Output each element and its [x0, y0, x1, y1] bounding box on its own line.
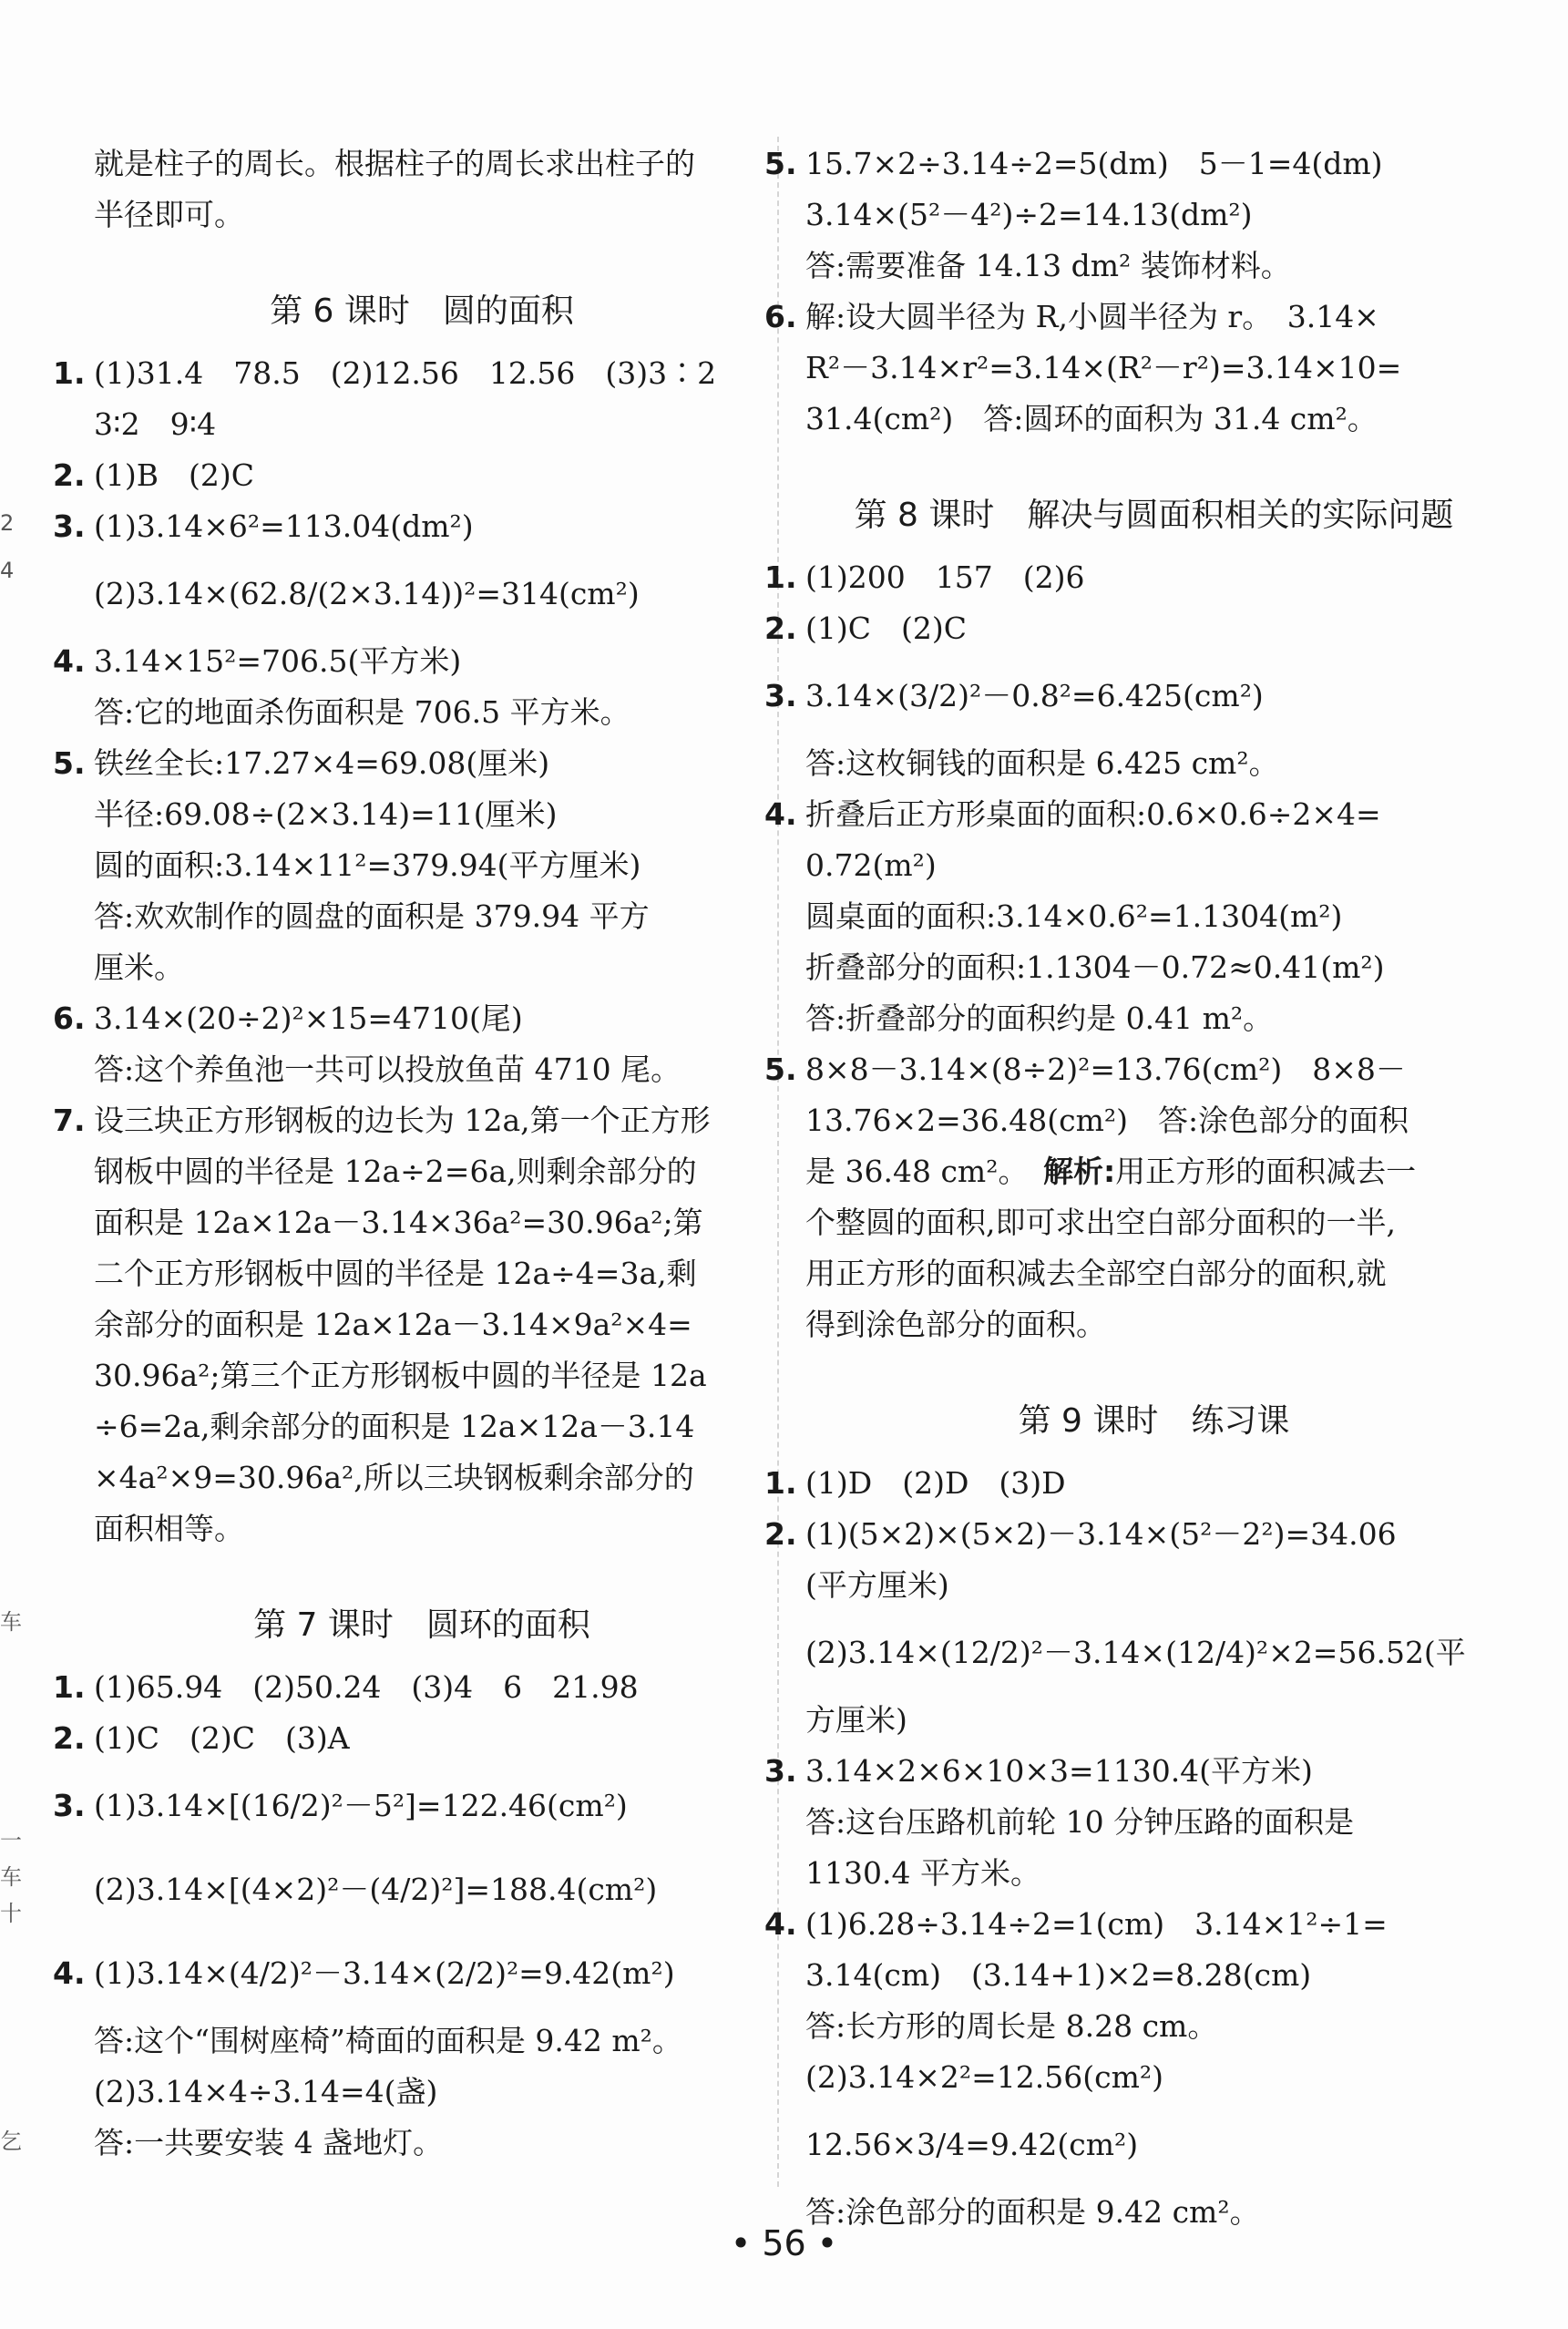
- right-column: [764, 139, 1502, 2238]
- answer-text: 厘米。: [94, 949, 184, 985]
- answer-text: 12.56×3/4=9.42(cm²): [805, 2127, 1139, 2162]
- answer-line: [53, 1764, 750, 1848]
- answer-line: [764, 603, 1502, 654]
- answer-line: [805, 942, 1502, 993]
- answer-text: (1)D (2)D (3)D: [805, 1465, 1066, 1501]
- answer-line: [764, 1044, 1502, 1095]
- question-number: 5.: [53, 745, 86, 781]
- answer-text: 余部分的面积是 12a×12a－3.14×9a²×4=: [94, 1307, 692, 1342]
- question-number: 3.: [764, 678, 797, 713]
- question-number: 5.: [764, 146, 797, 181]
- question-number: 2.: [764, 1516, 797, 1552]
- question-number: 1.: [764, 559, 797, 595]
- answer-line: [94, 1848, 750, 1932]
- answer-line: [53, 1932, 750, 2016]
- answer-line: [53, 993, 750, 1044]
- page-number: • 56 •: [730, 2223, 838, 2263]
- answer-line: [94, 1248, 750, 1299]
- question-number: 1.: [53, 355, 86, 391]
- edge-mark: 十: [0, 1901, 22, 1926]
- answer-text: (2)3.14×2²=12.56(cm²): [805, 2059, 1163, 2095]
- question-number: 4.: [764, 1906, 797, 1942]
- answer-line: [53, 348, 750, 399]
- answer-line: [805, 190, 1502, 241]
- answer-line: [94, 552, 750, 636]
- answer-text: 得到涂色部分的面积。: [805, 1307, 1106, 1342]
- answer-text: (1)31.4 78.5 (2)12.56 12.56 (3)3∶2: [94, 355, 717, 391]
- answer-line: [53, 738, 750, 789]
- answer-line: [805, 2052, 1502, 2103]
- question-number: 1.: [764, 1465, 797, 1501]
- answer-text: 铁丝全长:17.27×4=69.08(厘米): [94, 745, 550, 781]
- answer-text: (1)C (2)C: [805, 610, 967, 646]
- answer-text: (1)200 157 (2)6: [805, 559, 1085, 595]
- answer-text: 答:一共要安装 4 盏地灯。: [94, 2125, 444, 2160]
- question-number: 7.: [53, 1103, 86, 1138]
- question-number: 3.: [53, 1788, 86, 1823]
- answer-line: [94, 2016, 750, 2067]
- answer-text: ×4a²×9=30.96a²,所以三块钢板剩余部分的: [94, 1460, 694, 1495]
- answer-text: 圆的面积:3.14×11²=379.94(平方厘米): [94, 847, 641, 883]
- answer-line: [805, 343, 1502, 394]
- section-gap: [94, 1554, 750, 1589]
- answer-line: [764, 292, 1502, 343]
- answer-text: (1)B (2)C: [94, 457, 254, 493]
- answer-text: 方厘米): [805, 1702, 907, 1738]
- answer-text: (1)3.14×6²=113.04(dm²): [94, 508, 474, 544]
- answer-text: 3.14×2×6×10×3=1130.4(平方米): [805, 1753, 1313, 1789]
- section-gap: [805, 445, 1502, 479]
- answer-text: 半径即可。: [94, 197, 244, 232]
- answer-line: [764, 1899, 1502, 1950]
- answer-line: [805, 1560, 1502, 1611]
- answer-line: [94, 1350, 750, 1401]
- answer-text: 3.14×15²=706.5(平方米): [94, 643, 462, 679]
- answer-line: [53, 1662, 750, 1713]
- answer-text: 折叠后正方形桌面的面积:0.6×0.6÷2×4=: [805, 796, 1381, 832]
- question-number: 4.: [53, 643, 86, 679]
- answer-line: [94, 2067, 750, 2118]
- answer-line: [94, 840, 750, 891]
- lesson-heading: 第 7 课时 圆环的面积: [253, 1606, 590, 1644]
- answer-line: [764, 552, 1502, 603]
- answer-text: 答:涂色部分的面积是 9.42 cm²。: [805, 2194, 1260, 2230]
- answer-line: [53, 450, 750, 501]
- answer-line: [94, 789, 750, 840]
- answer-text: (平方厘米): [805, 1567, 949, 1603]
- answer-text: 3.14(cm) (3.14+1)×2=8.28(cm): [805, 1957, 1312, 1993]
- answer-line: [805, 2103, 1502, 2187]
- answer-line: [94, 1503, 750, 1554]
- answer-line: [805, 1797, 1502, 1848]
- edge-mark: 车: [0, 1609, 22, 1635]
- answer-line: [805, 993, 1502, 1044]
- question-number: 4.: [764, 796, 797, 832]
- answer-line: [805, 1095, 1502, 1146]
- answer-line: [94, 891, 750, 942]
- answer-text: 解:设大圆半径为 R,小圆半径为 r。 3.14×: [805, 299, 1379, 334]
- answer-text: (1)C (2)C (3)A: [94, 1720, 350, 1756]
- answer-line: [805, 1848, 1502, 1899]
- answer-line: [764, 1509, 1502, 1560]
- question-number: 4.: [53, 1955, 86, 1991]
- answer-text: (2)3.14×[(4×2)²－(4/2)²]=188.4(cm²): [94, 1872, 658, 1907]
- answer-text: 8×8－3.14×(8÷2)²=13.76(cm²) 8×8－: [805, 1052, 1406, 1087]
- answer-text: (2)3.14×(62.8/(2×3.14))²=314(cm²): [94, 576, 640, 611]
- answer-text: 1130.4 平方米。: [805, 1855, 1040, 1891]
- left-column: [53, 139, 750, 2169]
- answer-text: (1)3.14×[(16/2)²－5²]=122.46(cm²): [94, 1788, 628, 1823]
- answer-text: 答:折叠部分的面积约是 0.41 m²。: [805, 1000, 1274, 1036]
- lesson-heading: 第 8 课时 解决与圆面积相关的实际问题: [854, 497, 1454, 534]
- answer-line: [94, 1401, 750, 1452]
- lesson-heading: 第 6 课时 圆的面积: [270, 292, 574, 330]
- answer-text: (2)3.14×(12/2)²－3.14×(12/4)²×2=56.52(平: [805, 1635, 1466, 1670]
- question-number: 1.: [53, 1669, 86, 1705]
- edge-mark: 一: [0, 1828, 22, 1853]
- answer-text: 答:这个养鱼池一共可以投放鱼苗 4710 尾。: [94, 1052, 682, 1087]
- answer-line: [94, 1044, 750, 1095]
- answer-line: [805, 738, 1502, 789]
- answer-text: 面积相等。: [94, 1511, 244, 1546]
- answer-line: [805, 394, 1502, 445]
- answer-line: [805, 1299, 1502, 1350]
- answer-text: (1)3.14×(4/2)²－3.14×(2/2)²=9.42(m²): [94, 1955, 675, 1991]
- answer-line: [53, 1095, 750, 1146]
- answer-text: 面积是 12a×12a－3.14×36a²=30.96a²;第: [94, 1205, 703, 1240]
- question-number: 6.: [764, 299, 797, 334]
- lesson-heading: 第 9 课时 练习课: [1018, 1402, 1290, 1440]
- answer-line: [94, 139, 750, 190]
- answer-text: 答:需要准备 14.13 dm² 装饰材料。: [805, 248, 1291, 283]
- answer-line: [53, 636, 750, 687]
- answer-line: [805, 1197, 1502, 1248]
- answer-text: 3.14×(20÷2)²×15=4710(尾): [94, 1000, 523, 1036]
- question-number: 3.: [53, 508, 86, 544]
- answer-text: 用正方形的面积减去全部空白部分的面积,就: [805, 1256, 1387, 1291]
- answer-line: [805, 1950, 1502, 2001]
- answer-text: 钢板中圆的半径是 12a÷2=6a,则剩余部分的: [94, 1154, 697, 1189]
- answer-text: 答:长方形的周长是 8.28 cm。: [805, 2008, 1218, 2044]
- question-number: 5.: [764, 1052, 797, 1087]
- answer-text: 3.14×(5²－4²)÷2=14.13(dm²): [805, 197, 1253, 232]
- question-number: 2.: [53, 1720, 86, 1756]
- answer-text: 15.7×2÷3.14÷2=5(dm) 5－1=4(dm): [805, 146, 1383, 181]
- answer-line: [94, 687, 750, 738]
- answer-line: [805, 1248, 1502, 1299]
- answer-line: [764, 139, 1502, 190]
- answer-line: [805, 2001, 1502, 2052]
- answer-text: 3.14×(3/2)²－0.8²=6.425(cm²): [805, 678, 1264, 713]
- edge-mark: 2: [0, 510, 15, 536]
- question-number: 6.: [53, 1000, 86, 1036]
- answer-text: 答:这枚铜钱的面积是 6.425 cm²。: [805, 745, 1279, 781]
- answer-text: 折叠部分的面积:1.1304－0.72≈0.41(m²): [805, 949, 1385, 985]
- answer-line: [805, 1146, 1502, 1197]
- answer-line: [53, 501, 750, 552]
- answer-line: [94, 2118, 750, 2169]
- answer-text: (1)6.28÷3.14÷2=1(cm) 3.14×1²÷1=: [805, 1906, 1388, 1942]
- answer-line: [94, 399, 750, 450]
- answer-line: [805, 241, 1502, 292]
- answer-text: 答:这个“围树座椅”椅面的面积是 9.42 m²。: [94, 2023, 682, 2058]
- analysis-text: 用正方形的面积减去一: [1115, 1154, 1417, 1189]
- answer-text: 圆桌面的面积:3.14×0.6²=1.1304(m²): [805, 898, 1343, 934]
- answer-line: [94, 942, 750, 993]
- answer-text: 3∶2 9∶4: [94, 406, 217, 442]
- answer-text: 答:它的地面杀伤面积是 706.5 平方米。: [94, 694, 630, 730]
- answer-text: 答:欢欢制作的圆盘的面积是 379.94 平方: [94, 898, 650, 934]
- question-number: 2.: [764, 610, 797, 646]
- edge-mark: 4: [0, 558, 15, 583]
- section-gap: [805, 1350, 1502, 1385]
- answer-text: (1)(5×2)×(5×2)－3.14×(5²－2²)=34.06: [805, 1516, 1397, 1552]
- answer-text: R²－3.14×r²=3.14×(R²－r²)=3.14×10=: [805, 350, 1402, 385]
- answer-line: [94, 1146, 750, 1197]
- edge-mark: 车: [0, 1864, 22, 1890]
- answer-line: [764, 789, 1502, 840]
- answer-text: 二个正方形钢板中圆的半径是 12a÷4=3a,剩: [94, 1256, 697, 1291]
- answer-text: 就是柱子的周长。根据柱子的周长求出柱子的: [94, 146, 695, 181]
- answer-text: (2)3.14×4÷3.14=4(盏): [94, 2074, 438, 2109]
- answer-line: [805, 1611, 1502, 1695]
- answer-text: 31.4(cm²) 答:圆环的面积为 31.4 cm²。: [805, 401, 1378, 436]
- analysis-label: 解析:: [1042, 1154, 1116, 1189]
- answer-text: (1)65.94 (2)50.24 (3)4 6 21.98: [94, 1669, 639, 1705]
- edge-mark: 乞: [0, 2129, 22, 2154]
- answer-line: [805, 840, 1502, 891]
- answer-line: [53, 1713, 750, 1764]
- answer-text: 设三块正方形钢板的边长为 12a,第一个正方形: [94, 1103, 711, 1138]
- answer-line: [94, 190, 750, 241]
- answer-text: 答:这台压路机前轮 10 分钟压路的面积是: [805, 1804, 1355, 1840]
- answer-text: ÷6=2a,剩余部分的面积是 12a×12a－3.14: [94, 1409, 695, 1444]
- question-number: 2.: [53, 457, 86, 493]
- answer-line: [805, 1695, 1502, 1746]
- answer-text: 是 36.48 cm²。: [805, 1154, 1013, 1189]
- answer-text: 半径:69.08÷(2×3.14)=11(厘米): [94, 796, 558, 832]
- answer-line: [805, 891, 1502, 942]
- answer-line: [94, 1197, 750, 1248]
- section-gap: [94, 241, 750, 275]
- column-divider: [777, 137, 779, 2187]
- answer-line: [764, 654, 1502, 738]
- answer-line: [94, 1299, 750, 1350]
- answer-text: 0.72(m²): [805, 847, 937, 883]
- question-number: 3.: [764, 1753, 797, 1789]
- answer-text: 13.76×2=36.48(cm²) 答:涂色部分的面积: [805, 1103, 1409, 1138]
- answer-text: 个整圆的面积,即可求出空白部分面积的一半,: [805, 1205, 1396, 1240]
- answer-line: [764, 1746, 1502, 1797]
- answer-text: 30.96a²;第三个正方形钢板中圆的半径是 12a: [94, 1358, 707, 1393]
- answer-line: [94, 1452, 750, 1503]
- answer-line: [764, 1458, 1502, 1509]
